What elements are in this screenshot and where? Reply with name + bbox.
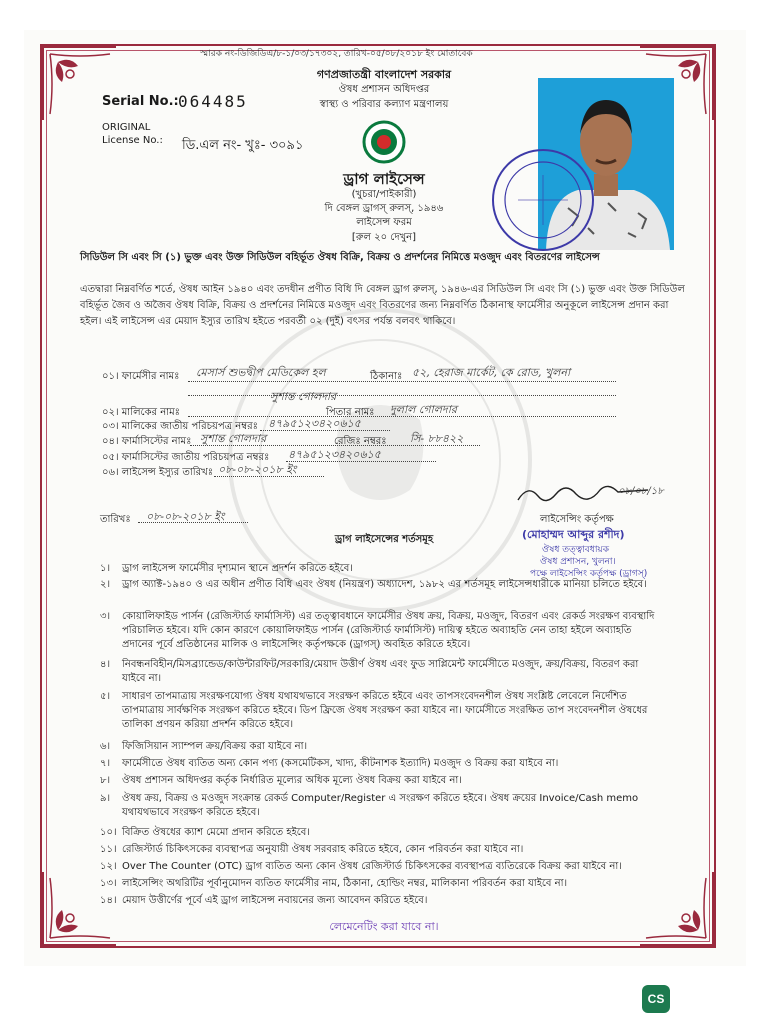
licensing-authority-label: লাইসেন্সিং কর্তৃপক্ষ xyxy=(540,514,614,525)
field-registration-value: সি- ৮৮৪২২ xyxy=(410,432,464,445)
field-address-label: ঠিকানাঃ xyxy=(370,371,403,382)
field-pharmacist-name-label: ০৪। ফার্মাসিস্টের নামঃ xyxy=(102,436,192,447)
field-address-value: ৫২, হেরাজ মার্কেট, কে রোড, খুলনা xyxy=(412,366,571,379)
condition-item: ২। ড্রাগ অ্যাক্ট-১৯৪০ ও এর অধীন প্রণীত বিধি এবং ঔষধ (নিয়ন্ত্রণ) অধ্যাদেশ, ১৯৮২ এর শর্তসমূহ লাইসেন্সধারীকে মানিয়া চলিতে হইবে। xyxy=(100,579,647,590)
rules-reference: দি বেঙ্গল ড্রাগস্‌ রুলস্‌, ১৯৪৬ xyxy=(324,203,444,214)
government-name: গণপ্রজাতন্ত্রী বাংলাদেশ সরকার xyxy=(316,68,452,81)
authority-name: (মোহাম্মদ আব্দুর রশীদ) xyxy=(522,528,625,541)
serial-label: Serial No.: xyxy=(102,94,179,109)
condition-item: ৫। সাধারণ তাপমাত্রায় সংরক্ষণযোগ্য ঔষধ যথাযথভাবে সংরক্ষণ করিতে হইবে এবং তাপসংবেদনশীল ঔষধ সংশ্লিষ্ট লেবেলে নির্দেশিত তাপমাত্রায় সার্বক্ষণিক সংরক্ষণ করিতে হইবে। ডিপ ফ্রিজে ঔষধ সংরক্ষণ করা যাইবে না। ফার্মেসীতে সংরক্ষিত তাপ সংবেদনশীল ঔষধের তালিকা প্রণয়ন করিয়া প্রদর্শন করিতে হইবে। xyxy=(100,691,648,730)
conditions-title: ড্রাগ লাইসেন্সের শর্তসমূহ xyxy=(334,534,434,545)
signature-block xyxy=(510,482,700,579)
condition-item: ১৩। লাইসেন্সিং অথরিটির পূর্বানুমোদন ব্যতিত ফার্মেসীর নাম, ঠিকানা, হোল্ডিং নম্বর, মালিকানা পরিবর্তন করা যাইবে না। xyxy=(100,878,568,889)
field-pharmacist-name-value: সুশান্ত গোলদার xyxy=(200,432,267,445)
license-type: (খুচরা/পাইকারী) xyxy=(351,189,417,200)
reference-number: স্মারক নং-ডিজিডিএ/৮-১/০৩/১৭৩০২, তারিখ-০৫/০৮/২০১৮ ইং মোতাবেক xyxy=(200,49,473,59)
condition-item: ৯। ঔষধ ক্রয়, বিক্রয় ও মওজুদ সংক্রান্ত রেকর্ড Computer/Register এ সংরক্ষণ করিতে হইবে। ঔষধ ক্রয়ের Invoice/Cash memo যথাযথভাবে সংরক্ষণ করিতে হইবে। xyxy=(100,793,639,818)
condition-item: ৮। ঔষধ প্রশাসন অধিদপ্তর কর্তৃক নির্ধারিত মূল্যের অধিক মূল্যে ঔষধ বিক্রয় করা যাইবে না। xyxy=(100,775,462,786)
condition-item: ১১। রেজিস্টার্ড চিকিৎসকের ব্যবস্থাপত্র অনুযায়ী ঔষধ সরবরাহ করিতে হইবে, কোন পরিবর্তন করা যাইবে না। xyxy=(100,844,524,855)
condition-item: ১২। Over The Counter (OTC) ড্রাগ ব্যতিত অন্য কোন ঔষধ রেজিস্টার্ড চিকিৎসকের ব্যবস্থাপত্র ব্যতিরেকে বিক্রয় করা যাইবে না। xyxy=(100,861,622,872)
document-title: ড্রাগ লাইসেন্স xyxy=(343,170,425,188)
ministry-name: স্বাস্থ্য ও পরিবার কল্যাণ মন্ত্রণালয় xyxy=(319,99,449,110)
serial-number: 064485 xyxy=(178,92,248,111)
dotted-line xyxy=(188,395,616,396)
field-issue-date-value: ০৮-০৮-২০১৮ ইং xyxy=(218,463,297,476)
original-label: ORIGINAL xyxy=(102,122,151,133)
field-owner-name-value: সুশান্ত গোলদার xyxy=(270,390,337,403)
circular-seal-stamp-icon xyxy=(488,145,598,255)
field-pharmacy-name-label: ০১। ফার্মেসীর নামঃ xyxy=(102,371,180,382)
rule-reference: [রুল ২০ দেখুন] xyxy=(351,232,417,243)
condition-item: ১৪। মেয়াদ উত্তীর্ণের পূর্বে এই ড্রাগ লাইসেন্স নবায়নের জন্য আবেদন করিতে হইবে। xyxy=(100,895,428,906)
field-father-name-label: পিতার নামঃ xyxy=(326,407,375,418)
license-number: ডি.এল নং- খুঃ- ৩০৯১ xyxy=(182,138,304,153)
lamination-note: লেমেনেটিং করা যাবে না। xyxy=(329,920,439,933)
date-label: তারিখঃ xyxy=(100,514,131,525)
dotted-line xyxy=(260,430,390,431)
field-owner-name-label: ০২। মালিকের নামঃ xyxy=(102,407,180,418)
authority-on-behalf: পক্ষে লাইসেন্সিং কর্তৃপক্ষ (ড্রাগস্‌) xyxy=(530,569,648,579)
license-form: লাইসেন্স ফরম xyxy=(356,217,412,228)
dotted-line xyxy=(188,416,616,417)
field-pharmacy-name-value: মেসার্স শুভদ্বীপ মেডিকেল হল xyxy=(196,366,326,379)
field-issue-date-label: ০৬। লাইসেন্স ইস্যুর তারিখঃ xyxy=(102,467,214,478)
condition-item: ৪। নিবন্ধনবিহীন/মিসব্র্যান্ডেড/কাউন্টারফিট/সরকারি/মেয়াদ উত্তীর্ণ ঔষধ এবং ফুড সাপ্লিমেন্ট ফার্মেসীতে মওজুদ, ক্রয়/বিক্রয়, বিতরণ করা যাইবে না। xyxy=(100,659,639,684)
field-pharmacist-nid-value: ৪৭৯৫১২৩৪২০৬১৫ xyxy=(288,448,381,461)
field-owner-nid-value: ৪৭৯৫১২৩৪২০৬১৫ xyxy=(268,417,361,430)
authority-title: ঔষধ তত্ত্বাবধায়ক xyxy=(542,545,610,555)
condition-item: ৩। কোয়ালিফাইড পার্সন (রেজিস্টার্ড ফার্মাসিস্ট) এর তত্ত্বাবধানে ফার্মেসীর ঔষধ ক্রয়, বিক্রয়, মওজুদ, বিতরণ এবং রেকর্ড সংরক্ষণ ব্যবস্থাদি পরিচালিত হইবে। যদি কোন কারণে কোয়ালিফাইড পার্সন (রেজিস্টার্ড ফার্মাসিস্ট) দায়িত্ব হইতে অব্যাহতি নেন তাহা হইলে অব্যাহতি প্রদানের পূর্বে প্রতিষ্ঠানের মালিক ও লাইসেন্সিং কর্তৃপক্ষকে (ড্রাগস্‌) অবহিত করিতে হইবে। xyxy=(100,611,655,650)
intro-paragraph: এতদ্বারা নিম্নবর্ণিত শর্তে, ঔষধ আইন ১৯৪০ এবং তদধীন প্রণীত বিধি দি বেঙ্গল ড্রাগ রুলস্‌, ১৯৪৬-এর সিডিউল সি এবং সি (১) ভুক্ত এবং উক্ত সিডিউল বহির্ভূত জৈব ও অজৈব ঔষধ বিক্রি, বিক্রয় ও প্রদর্শনের নিমিত্তে মওজুদ এবং বিতরণের জন্য নিম্নবর্ণিত ঠিকানাস্থ ফার্মেসীর অনুকূলে লাইসেন্স প্রদান করা হইল। এই লাইসেন্স এর মেয়াদ ইস্যুর তারিখ হইতে পরবর্তী ০২ (দুই) বৎসর পর্যন্ত বলবৎ থাকিবে। xyxy=(80,284,685,327)
condition-item: ১। ড্রাগ লাইসেন্স ফার্মেসীর দৃশ্যমান স্থানে প্রদর্শন করিতে হইবে। xyxy=(100,563,353,574)
signature-date: ০৮/০৮/১৮ xyxy=(618,486,664,497)
schedule-heading: সিডিউল সি এবং সি (১) ভুক্ত এবং উক্ত সিডিউল বহির্ভূত ঔষধ বিক্রি, বিক্রয় ও প্রদর্শনের নিমিত্তে মওজুদ এবং বিতরণের লাইসেন্স xyxy=(80,252,600,263)
field-pharmacist-nid-label: ০৫। ফার্মাসিস্টের জাতীয় পরিচয়পত্র নম্বরঃ xyxy=(102,452,270,463)
field-owner-nid-label: ০৩। মালিকের জাতীয় পরিচয়পত্র নম্বরঃ xyxy=(102,421,258,432)
government-emblem-icon xyxy=(362,120,406,164)
condition-item: ৬। ফিজিসিয়ান স্যাম্পল ক্রয়/বিক্রয় করা যাইবে না। xyxy=(100,741,308,752)
license-label: License No.: xyxy=(102,135,163,146)
dotted-line xyxy=(188,381,616,382)
authority-office: ঔষধ প্রশাসন, খুলনা। xyxy=(540,557,616,567)
camscanner-badge[interactable]: CS xyxy=(642,985,670,1013)
condition-item: ১০। বিক্রিত ঔষধের ক্যাশ মেমো প্রদান করিতে হইবে। xyxy=(100,827,310,838)
date-value: ০৮-০৮-২০১৮ ইং xyxy=(146,510,225,523)
dotted-line xyxy=(138,522,248,523)
field-registration-label: রেজিঃ নম্বরঃ xyxy=(334,436,387,447)
dotted-line xyxy=(214,476,324,477)
field-father-name-value: দুলাল গোলদার xyxy=(390,403,457,416)
condition-item: ৭। ফার্মেসীতে ঔষধ ব্যতিত অন্য কোন পণ্য (কসমেটিকস, খাদ্য, কীটনাশক ইত্যাদি) মওজুদ ও বিক্রয় করা যাইবে না। xyxy=(100,758,559,769)
directorate-name: ঔষধ প্রশাসন অধিদপ্তর xyxy=(338,84,430,95)
dotted-line xyxy=(286,461,436,462)
